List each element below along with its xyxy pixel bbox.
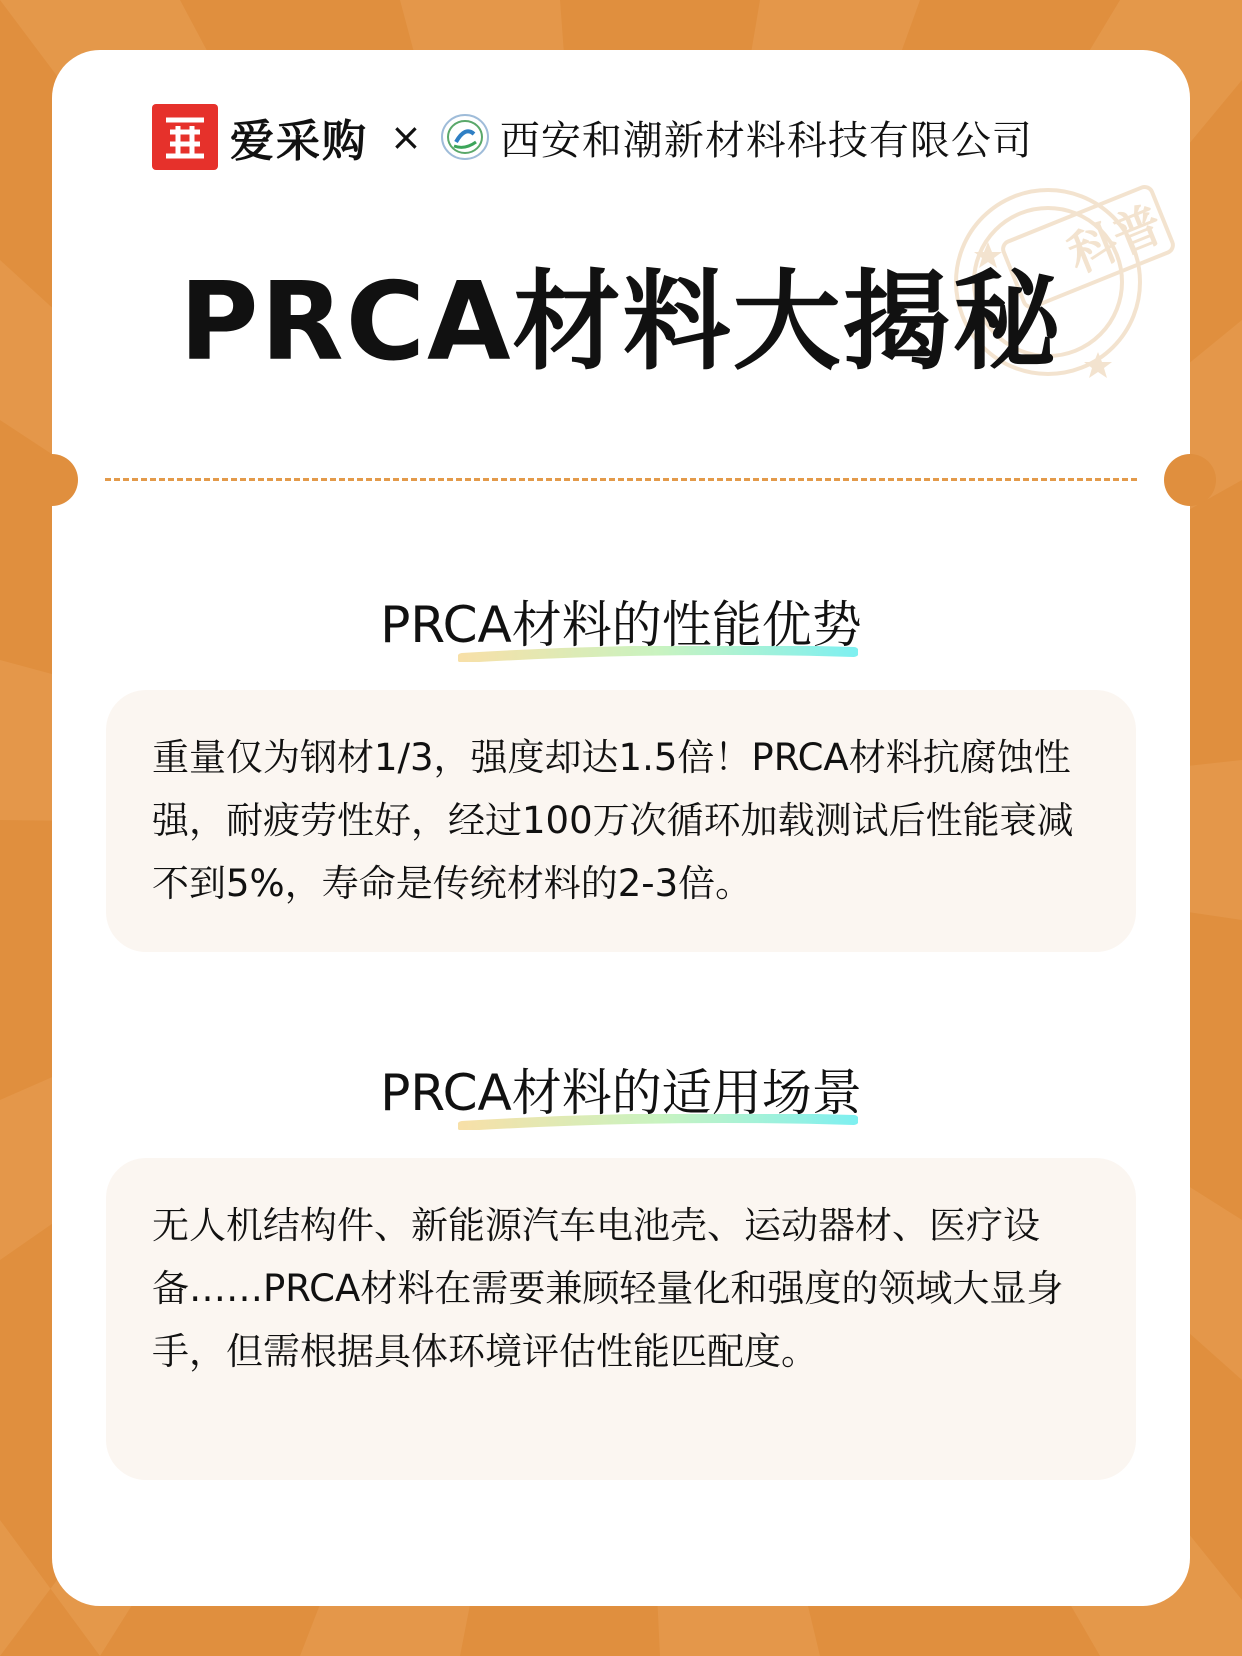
co-brand-header <box>152 104 1092 170</box>
section-content-box <box>106 1158 1136 1480</box>
page-title: PRCA材料大揭秘 <box>179 260 1063 385</box>
aicaigou-logo-icon <box>152 104 218 170</box>
dashed-divider <box>105 478 1137 481</box>
company-logo-icon <box>440 112 490 162</box>
section-heading-text: PRCA材料的适用场景 <box>380 1064 862 1122</box>
section-content-box <box>106 690 1136 952</box>
cross-separator: × <box>390 115 422 159</box>
section-heading-applications <box>52 1058 1190 1128</box>
brand-name: 爱采购 <box>230 116 368 167</box>
ticket-notch-left <box>26 454 78 506</box>
section-heading-text: PRCA材料的性能优势 <box>380 596 862 654</box>
stamp-text: 科普 <box>1060 196 1171 285</box>
company-name: 西安和潮新材料科技有限公司 <box>499 117 1033 164</box>
section-heading-performance <box>52 590 1190 660</box>
section-body-text: 重量仅为钢材1/3，强度却达1.5倍！PRCA材料抗腐蚀性强，耐疲劳性好，经过100万次循环加载测试后性能衰减不到5%，寿命是传统材料的2-3倍。 <box>152 736 1074 905</box>
ticket-notch-right <box>1164 454 1216 506</box>
section-body-text: 无人机结构件、新能源汽车电池壳、运动器材、医疗设备……PRCA材料在需要兼顾轻量化和强度的领域大显身手，但需根据具体环境评估性能匹配度。 <box>152 1204 1064 1373</box>
